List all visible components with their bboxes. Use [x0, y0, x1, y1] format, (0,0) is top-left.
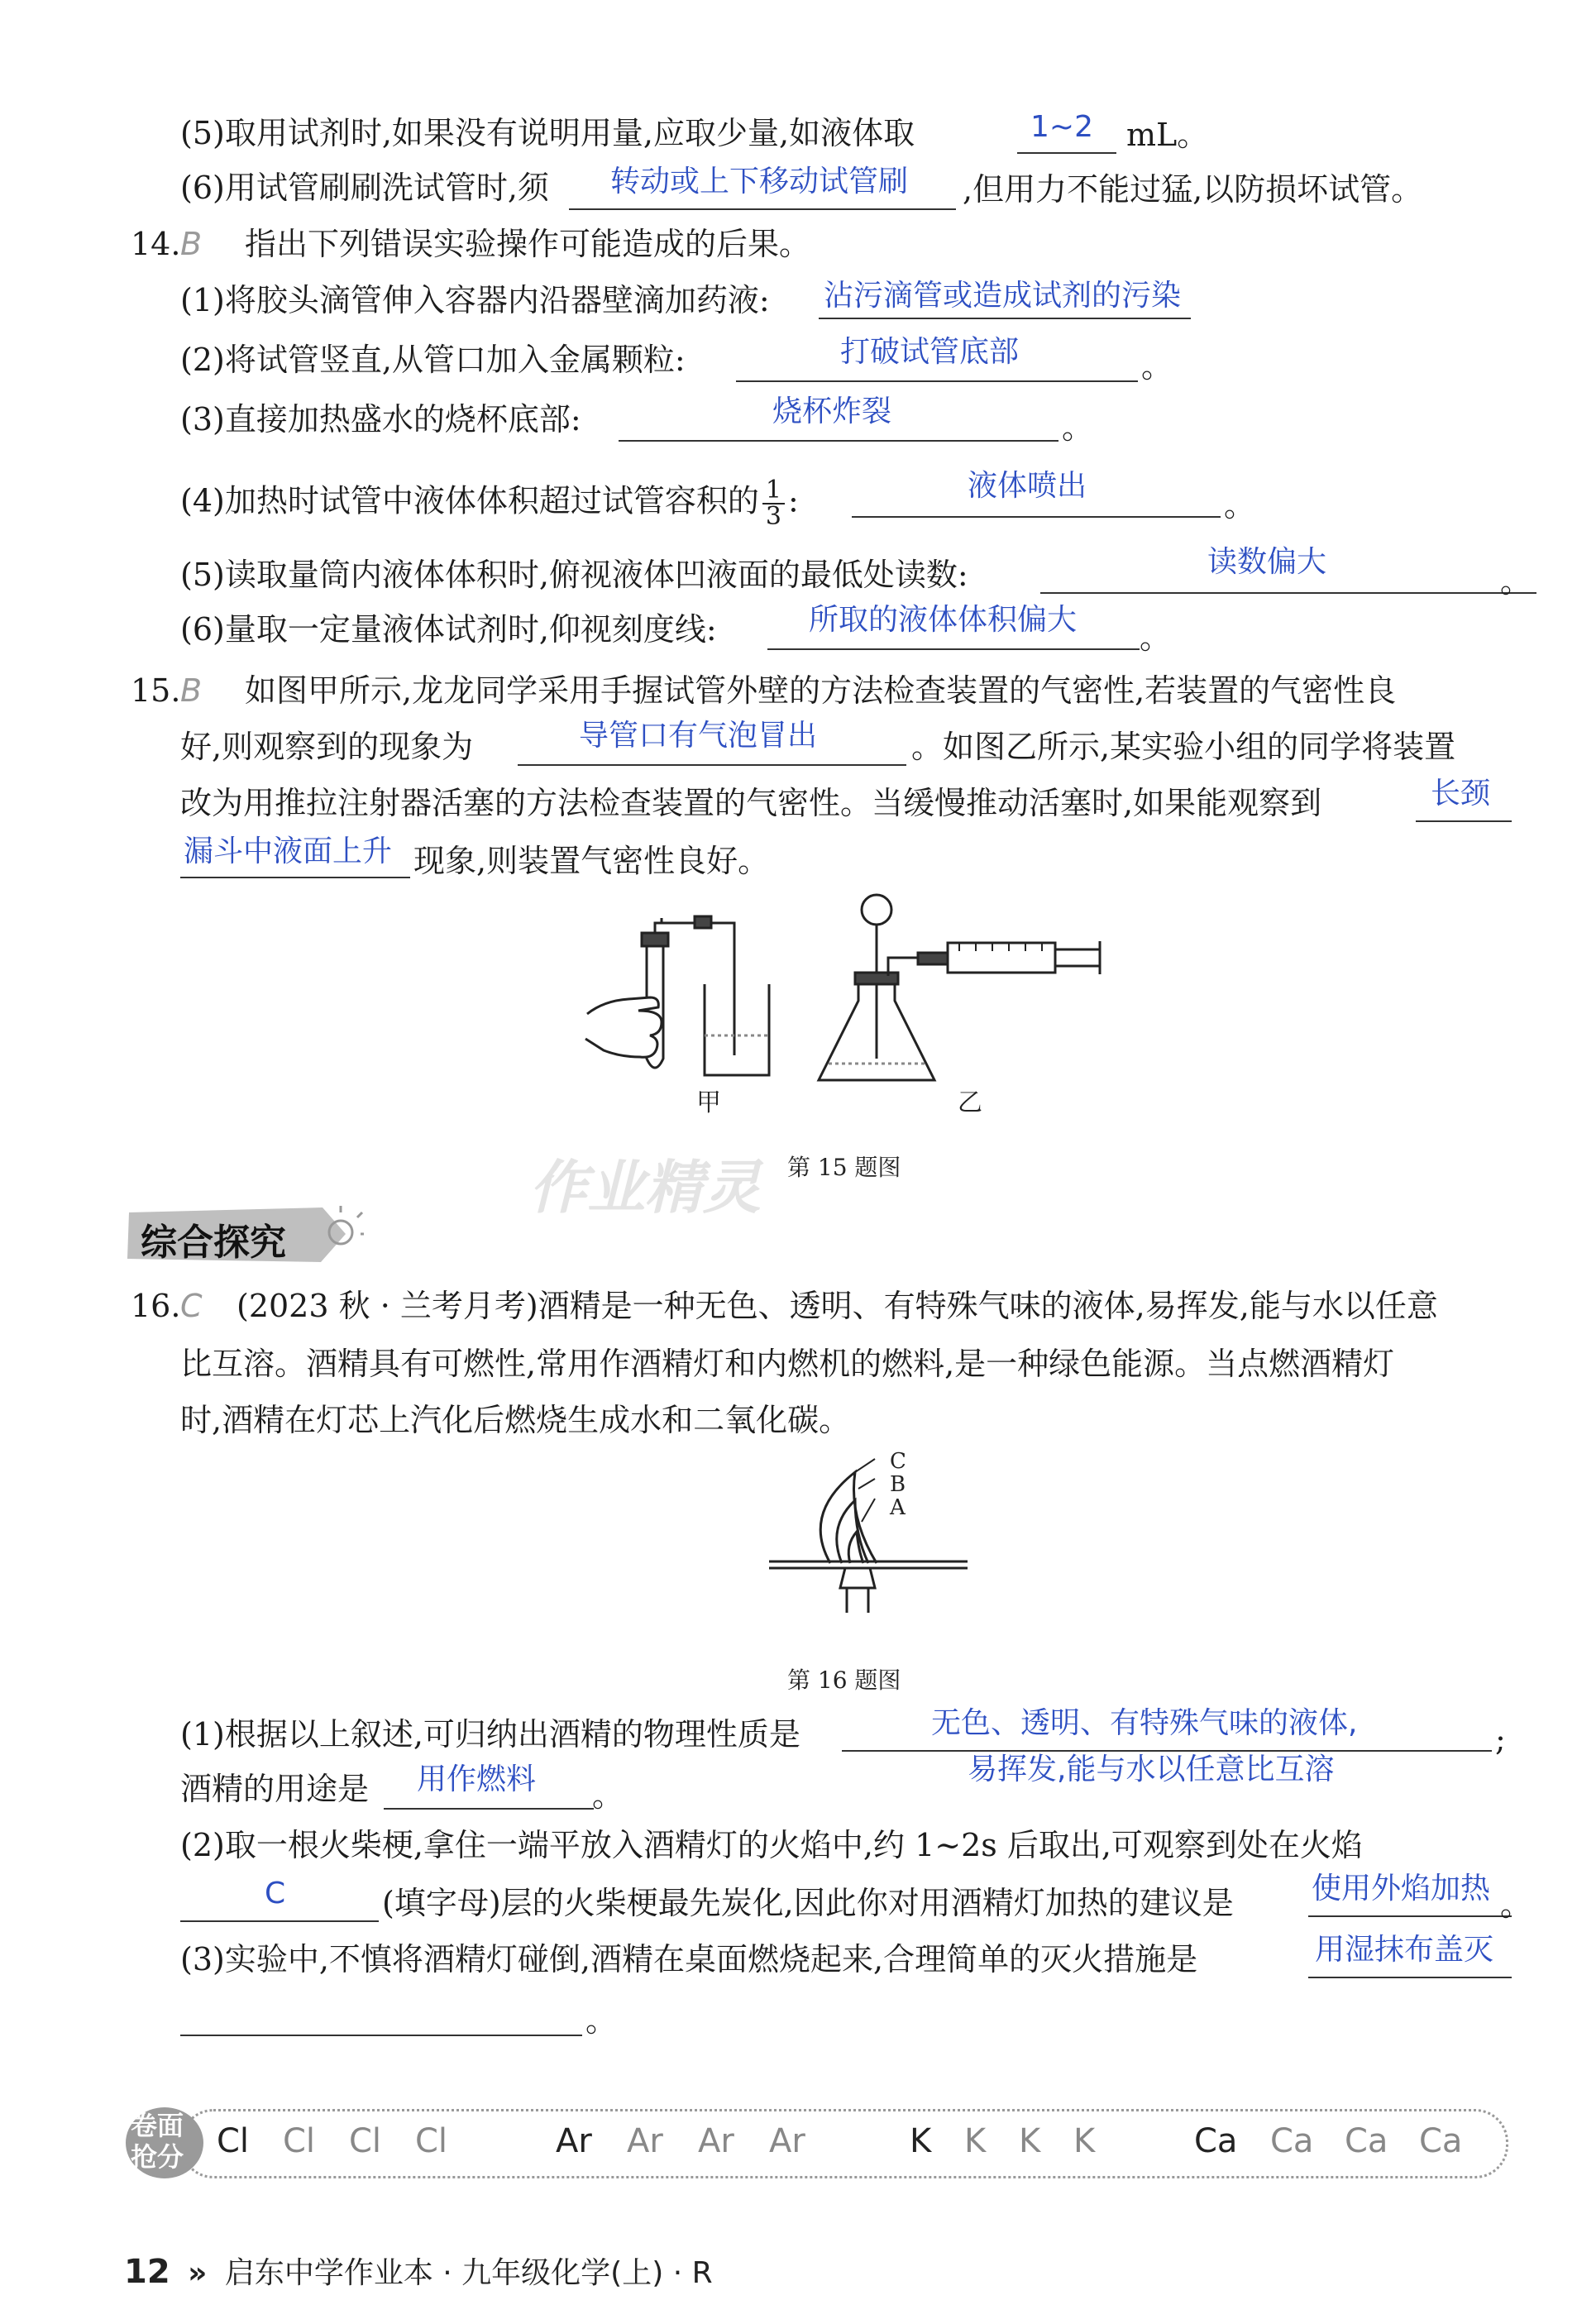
test-tube-hand-setup	[585, 916, 769, 1075]
q14-part3: (3)直接加热盛水的烧杯底部:	[180, 401, 581, 438]
watermark: 作业精灵	[529, 1154, 761, 1222]
q14-part3-blank	[619, 440, 1059, 442]
practice-k-4: K	[1073, 2122, 1096, 2160]
q15-line2: 好,则观察到的现象为	[180, 729, 474, 765]
practice-ca-1: Ca	[1194, 2122, 1238, 2160]
q14-part5: (5)读取量筒内液体体积时,俯视液体凹液面的最低处读数:	[180, 557, 968, 593]
q14-part4-answer: 液体喷出	[968, 469, 1087, 503]
q13-part5: (5)取用试剂时,如果没有说明用量,应取少量,如液体取	[180, 115, 915, 151]
q16-part3-blank2	[180, 2035, 582, 2036]
practice-cl-1: Cl	[217, 2122, 250, 2160]
q16-part1-blank	[842, 1750, 1492, 1752]
q13-part6-blank	[569, 208, 956, 210]
q16-part2-answer: C	[265, 1877, 286, 1910]
q14-part4-end: 。	[1224, 487, 1256, 524]
q16-level: C	[180, 1288, 203, 1324]
q15-line1: 如图甲所示,龙龙同学采用手握试管外壁的方法检查装置的气密性,若装置的气密性良	[245, 672, 1397, 709]
badge-bottom: 抢分	[131, 2141, 184, 2173]
q14-part6-end: 。	[1140, 619, 1172, 656]
q15-line2-tail: 。如图乙所示,某实验小组的同学将装置	[911, 729, 1456, 765]
q16-part1-semicolon: ;	[1495, 1721, 1506, 1757]
q14-part6: (6)量取一定量液体试剂时,仰视刻度线:	[180, 611, 717, 648]
q16-part2-line2: (填字母)层的火柴梗最先炭化,因此你对用酒精灯加热的建议是	[382, 1885, 1234, 1921]
practice-cl-2: Cl	[283, 2122, 316, 2160]
q16-part2-end: 。	[1500, 1886, 1532, 1923]
q13-part5-answer: 1~2	[1030, 110, 1093, 144]
q16-part2-answer-b: 使用外焰加热	[1312, 1872, 1491, 1906]
figure-16-flame	[769, 1456, 968, 1621]
practice-ar-2: Ar	[627, 2122, 663, 2160]
q14-part2: (2)将试管竖直,从管口加入金属颗粒:	[180, 342, 686, 378]
q13-part5-blank	[1017, 152, 1116, 154]
q16-part1-answer-a: 无色、透明、有特殊气味的液体,	[931, 1706, 1358, 1740]
q16-part2-blank1	[180, 1920, 379, 1922]
flame-middle	[837, 1500, 868, 1563]
q16-part3-blank1	[1308, 1977, 1512, 1978]
q15-line4: 现象,则装置气密性良好。	[413, 843, 770, 879]
q15-answer2b: 漏斗中液面上升	[184, 834, 393, 868]
flask-syringe-setup	[819, 895, 1100, 1080]
chevron-icon: »	[188, 2256, 208, 2290]
flame-label-a: A	[890, 1495, 906, 1520]
q15-answer2a: 长颈	[1431, 777, 1491, 811]
q14-number: 14.	[131, 226, 181, 262]
q13-part6-answer: 转动或上下移动试管刷	[610, 165, 909, 198]
section-title: 综合探究	[141, 1222, 286, 1264]
q13-part6-tail: ,但用力不能过猛,以防损坏试管。	[963, 171, 1423, 208]
practice-ar-4: Ar	[769, 2122, 805, 2160]
q16-part1-answer-b: 易挥发,能与水以任意比互溶	[968, 1753, 1335, 1786]
q16-line2: 比互溶。酒精具有可燃性,常用作酒精灯和内燃机的燃料,是一种绿色能源。当点燃酒精灯	[180, 1346, 1395, 1382]
page-footer	[124, 2250, 713, 2292]
figure-15-apparatus	[571, 893, 1116, 1125]
q15-answer1: 导管口有气泡冒出	[579, 719, 818, 753]
q14-part5-answer: 读数偏大	[1207, 545, 1327, 579]
practice-cl-3: Cl	[349, 2122, 382, 2160]
q14-part1-answer: 沾污滴管或造成试剂的污染	[824, 279, 1182, 313]
q14-part6-answer: 所取的液体体积偏大	[809, 603, 1078, 637]
practice-k-1: K	[910, 2122, 932, 2160]
figure-15-label-yi: 乙	[958, 1088, 982, 1117]
q14-part5-blank	[1040, 592, 1536, 594]
q16-part1b: 酒精的用途是	[180, 1771, 370, 1807]
q15-level: B	[180, 672, 203, 709]
q16-part3-answer: 用湿抹布盖灭	[1315, 1933, 1494, 1967]
flame-label-c: C	[890, 1449, 906, 1474]
q16-part1b-end: 。	[592, 1777, 624, 1814]
q16-part1b-blank	[384, 1808, 594, 1810]
q14-part4-blank	[852, 516, 1221, 518]
q14-part6-blank	[767, 648, 1140, 650]
q14-part1-blank	[819, 318, 1191, 319]
q13-part6: (6)用试管刷刷洗试管时,须	[180, 170, 549, 206]
section-comprehensive-inquiry	[124, 1201, 364, 1267]
q14-stem: 指出下列错误实验操作可能造成的后果。	[245, 226, 811, 262]
q13-part5-unit: mL。	[1126, 117, 1209, 153]
practice-cl-4: Cl	[415, 2122, 448, 2160]
fraction-one-third: $\frac{1}{3}$	[762, 478, 785, 529]
practice-ar-1: Ar	[556, 2122, 592, 2160]
figure-15-caption: 第 15 题图	[787, 1154, 901, 1181]
q15-number: 15.	[131, 672, 181, 709]
q14-part2-end: 。	[1141, 348, 1173, 385]
q16-part3-end: 。	[585, 2002, 618, 2039]
q14-part5-end: 。	[1500, 563, 1532, 600]
practice-badge	[124, 2106, 205, 2180]
q16-part2-line1: (2)取一根火柴梗,拿住一端平放入酒精灯的火焰中,约 1~2s 后取出,可观察到处在火焰	[180, 1827, 1363, 1863]
q15-line3: 改为用推拉注射器活塞的方法检查装置的气密性。当缓慢推动活塞时,如果能观察到	[180, 785, 1322, 821]
q14-part2-answer: 打破试管底部	[840, 335, 1020, 369]
q16-part1b-answer: 用作燃料	[417, 1762, 537, 1796]
page-number: 12	[124, 2253, 170, 2291]
practice-k-3: K	[1019, 2122, 1041, 2160]
q14-part3-answer: 烧杯炸裂	[772, 395, 892, 428]
q16-line3: 时,酒精在灯芯上汽化后燃烧生成水和二氧化碳。	[180, 1402, 851, 1438]
q15-blank2b	[180, 877, 410, 878]
flame-label-b: B	[890, 1472, 906, 1497]
practice-k-2: K	[964, 2122, 987, 2160]
practice-ca-4: Ca	[1419, 2122, 1463, 2160]
badge-top: 卷面	[131, 2110, 184, 2141]
q14-part1: (1)将胶头滴管伸入容器内沿器壁滴加药液:	[180, 282, 770, 318]
q14-part3-end: 。	[1062, 409, 1094, 446]
figure-16-caption: 第 16 题图	[787, 1666, 901, 1694]
figure-15-label-jia: 甲	[696, 1088, 721, 1117]
book-title: 启东中学作业本 · 九年级化学(上) · R	[224, 2256, 713, 2290]
q14-part2-blank	[736, 380, 1138, 382]
q16-number: 16.	[131, 1288, 181, 1324]
q16-part1: (1)根据以上叙述,可归纳出酒精的物理性质是	[180, 1716, 800, 1753]
q14-part4: (4)加热时试管中液体体积超过试管容积的 $\frac{1}{3}$ :	[180, 476, 799, 531]
q15-blank1	[518, 764, 906, 766]
q16-line1: (2023 秋 · 兰考月考)酒精是一种无色、透明、有特殊气味的液体,易挥发,能与水以任意	[237, 1288, 1438, 1324]
q15-blank2a	[1416, 820, 1512, 822]
practice-ar-3: Ar	[698, 2122, 734, 2160]
q16-part2-blank2	[1308, 1915, 1512, 1917]
q14-level: B	[180, 226, 203, 262]
practice-ca-2: Ca	[1270, 2122, 1314, 2160]
practice-ca-3: Ca	[1345, 2122, 1388, 2160]
q16-part3: (3)实验中,不慎将酒精灯碰倒,酒精在桌面燃烧起来,合理简单的灭火措施是	[180, 1941, 1198, 1977]
